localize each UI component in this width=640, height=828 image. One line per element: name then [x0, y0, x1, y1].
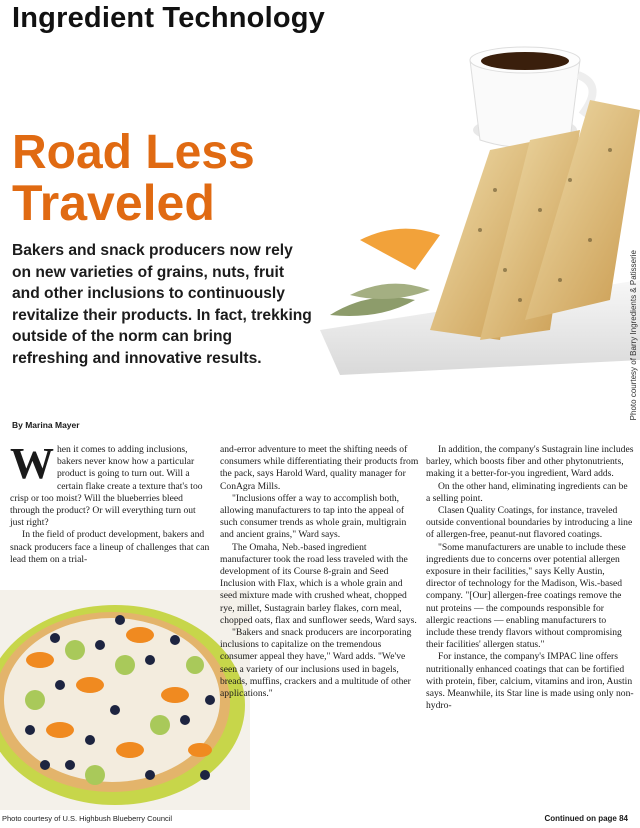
continued-link[interactable]: Continued on page 84 [544, 814, 628, 823]
headline-line-2: Traveled [12, 175, 215, 231]
headline [12, 126, 255, 231]
paragraph: In the field of product development, bakers and snack producers face a lineup of challenges that can lead them on a trial- [10, 529, 210, 565]
column-2 [220, 444, 420, 700]
paragraph: "Some manufacturers are unable to include these ingredients due to concerns over potential allergen exposure in their facilities," says Kelly Austin, director of technology for the Madison, Wis.-based company. "[Our] allergen-free coatings remove the nut proteins — the compounds responsible for allergic reactions — enabling manufacturers to include these trendy flavors without compromising their facilities' allergen status." [426, 541, 626, 651]
dropcap: W [10, 439, 54, 488]
column-1 [10, 439, 210, 566]
paragraph: Clasen Quality Coatings, for instance, traveled outside conventional boundaries by introducing a line of allergen-free, peanut-nut flavored coatings. [426, 505, 633, 541]
column-3 [426, 444, 634, 712]
paragraph [10, 439, 210, 529]
paragraph: "Bakers and snack producers are incorporating inclusions to capitalize on the tremendous consumer appeal they have," Ward adds. "We've seen a variety of our inclusions used in bagels, breads, muffins, crackers and a multitude of other applications." [220, 627, 412, 700]
photo-credit: Photo courtesy of Barry Ingredients & Patisserie [629, 250, 638, 421]
paragraph: In addition, the company's Sustagrain line includes barley, which boosts fiber and other phytonutrients, making it a better-for-you ingredient, Ward adds. [426, 444, 634, 480]
paragraph-text: hen it comes to adding inclusions, bakers never know how a particular product is going to turn out. Will a certain flake create a texture that's too crisp or too moist? Will the blueberries bleed through the product? Or will everything turn out just right? [10, 444, 203, 529]
byline: By Marina Mayer [12, 420, 80, 430]
headline-line-1: Road Less [12, 126, 255, 179]
paragraph: and-error adventure to meet the shifting needs of consumers while differentiating their products from the pack, says Harold Ward, quality manager for ConAgra Mills. [220, 444, 419, 492]
section-title: Ingredient Technology [12, 2, 326, 34]
hero-photo [320, 30, 640, 410]
paragraph: "Inclusions offer a way to accomplish both, allowing manufacturers to tap into the appeal of such consumer trends as whole grain, multigrain and ancient grains," Ward says. [220, 492, 407, 541]
photo-caption: Photo courtesy of U.S. Highbush Blueberry Council [2, 814, 173, 823]
fruit-pizza-photo [0, 590, 250, 810]
paragraph: For instance, the company's IMPAC line offers nutritionally enhanced coatings that can be fortified with protein, fiber, calcium, vitamins and iron, Austin says. Meanwhile, its Star line is made using only non-hydro- [426, 651, 634, 712]
deck-text: Bakers and snack producers now rely on new varieties of grains, nuts, fruit and other inclusions to continuously revitalize their products. In fact, trekking outside of the norm can bring refreshing and innovative results. [12, 242, 312, 367]
paragraph: On the other hand, eliminating ingredients can be a selling point. [426, 480, 628, 504]
paragraph: The Omaha, Neb.-based ingredient manufacturer took the road less traveled with the development of its Course 8-grain and Seed Inclusion with Flax, which is a whole grain and seed mixture made with crushed wheat, chopped rye, millet, Sustagrain barley flakes, corn meal, chopped oats, flax and sunflower seeds, Ward says. [220, 541, 417, 626]
